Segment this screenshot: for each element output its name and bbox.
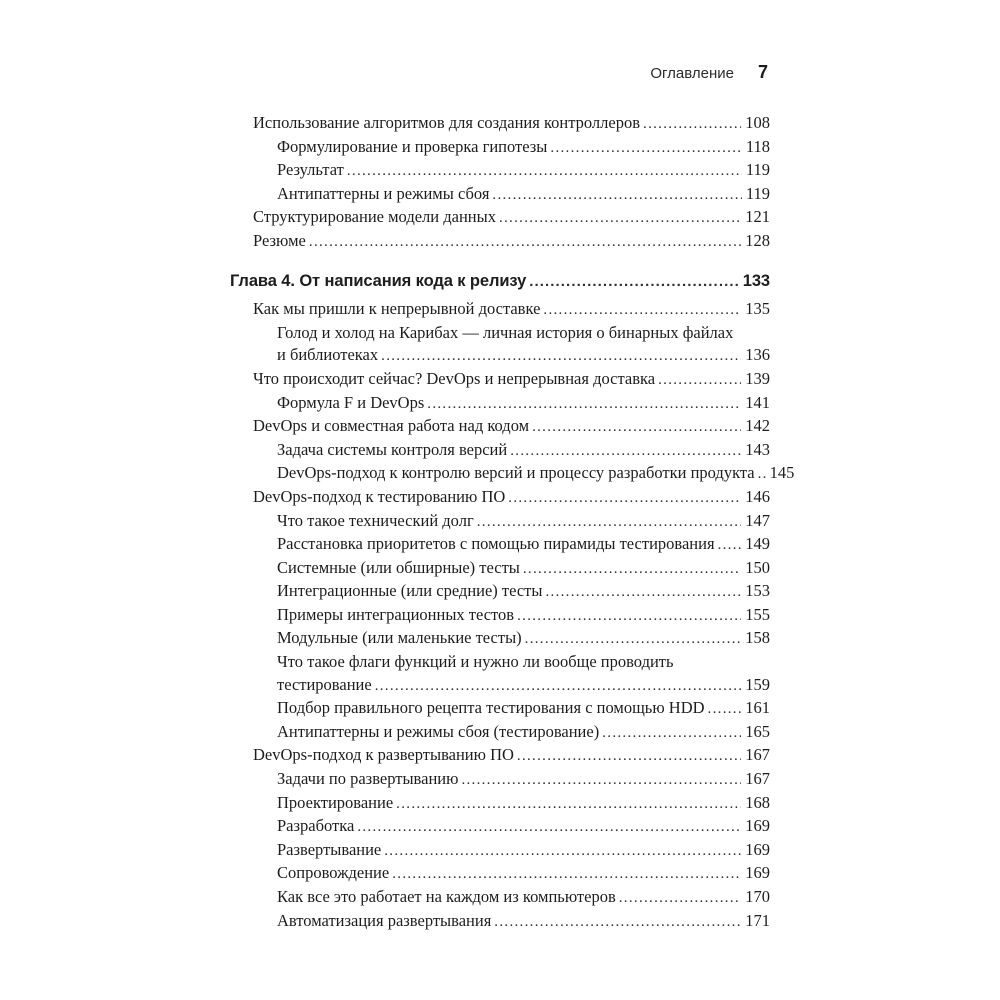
running-head [230, 62, 768, 83]
dot-leader [357, 815, 741, 839]
dot-leader [718, 533, 742, 557]
toc-entry[interactable] [230, 206, 770, 230]
dot-leader [494, 910, 741, 934]
toc-entry-page-number: 169 [745, 816, 770, 836]
toc-entry[interactable] [230, 744, 770, 768]
toc-entry-page-number: 158 [745, 628, 770, 648]
toc-entry[interactable] [230, 768, 770, 792]
toc-entry-page-number: 108 [745, 113, 770, 132]
toc-entry-title: Подбор правильного рецепта тестирования с помощью HDD [277, 698, 705, 718]
toc-entry-title: Антипаттерны и режимы сбоя [277, 183, 490, 203]
dot-leader [543, 298, 741, 322]
toc-entry-title: Модульные (или маленькие тесты) [277, 628, 522, 648]
toc-entry[interactable] [230, 486, 770, 510]
toc-entry-title: Примеры интеграционных тестов [277, 604, 515, 624]
dot-leader [375, 674, 742, 698]
dot-leader [492, 183, 741, 207]
toc-entry-title: Развертывание [277, 839, 382, 859]
dot-leader [396, 792, 741, 816]
dot-leader [525, 627, 742, 651]
running-head-title: Оглавление [650, 65, 734, 82]
dot-leader [529, 270, 739, 294]
toc-entry[interactable] [230, 322, 770, 368]
toc-entry-page-number: 139 [745, 368, 770, 388]
dot-leader [499, 206, 741, 230]
toc-entry[interactable] [230, 721, 770, 745]
dot-leader [517, 744, 741, 768]
toc-entry-page-number: 147 [745, 510, 770, 530]
toc-entry-title-line1: Голод и холод на Карибах — личная история о бинарных файлах [277, 322, 734, 342]
toc-entry-title: DevOps-подход к развертыванию ПО [253, 745, 514, 765]
toc-entry-page-number: 159 [745, 674, 770, 694]
toc-entry-page-number: 153 [745, 581, 770, 601]
toc-entry-title: Задача системы контроля версий [277, 439, 508, 459]
dot-leader [510, 439, 741, 463]
toc-entry-title: Формула F и DevOps [277, 392, 425, 412]
toc-entry[interactable] [230, 415, 770, 439]
toc-entry-title: Резюме [253, 230, 306, 250]
dot-leader [508, 486, 741, 510]
toc-entry-page-number: 128 [745, 230, 770, 250]
dot-leader [384, 839, 741, 863]
toc-entry[interactable] [230, 533, 770, 557]
toc-entry-page-number: 145 [769, 463, 795, 483]
toc-entry-page-number: 170 [745, 887, 770, 906]
toc-entry[interactable] [230, 792, 770, 816]
toc-entry-page-number: 135 [745, 299, 770, 319]
dot-leader [545, 580, 741, 604]
toc-entry-title: Как мы пришли к непрерывной доставке [253, 299, 541, 319]
dot-leader [643, 112, 741, 136]
dot-leader [658, 368, 741, 392]
toc-entry-title: Формулирование и проверка гипотезы [277, 136, 548, 156]
toc-entry[interactable] [230, 510, 770, 534]
dot-leader [523, 557, 741, 581]
dot-leader [619, 886, 742, 910]
toc-entry[interactable] [230, 439, 770, 463]
toc-entry-title: тестирование [277, 674, 372, 694]
dot-leader [550, 136, 741, 160]
toc-entry-page-number: 133 [742, 271, 770, 290]
dot-leader [532, 415, 741, 439]
toc-entry-page-number: 169 [745, 839, 770, 859]
toc-entry-title: и библиотеках [277, 345, 379, 365]
toc-entry[interactable] [230, 886, 770, 910]
dot-leader [461, 768, 741, 792]
toc-entry-page-number: 171 [745, 910, 770, 930]
dot-leader [602, 721, 741, 745]
toc-entry-title: Антипаттерны и режимы сбоя (тестирование) [277, 721, 600, 741]
toc-entry-title: Использование алгоритмов для создания контроллеров [253, 113, 641, 132]
toc-entry-page-number: 167 [745, 745, 770, 765]
toc-entry-page-number: 155 [745, 604, 770, 624]
toc-entry-page-number: 118 [745, 136, 770, 156]
toc-entry-page-number: 149 [745, 534, 770, 554]
toc-entry-page-number: 142 [745, 416, 770, 436]
dot-leader [427, 392, 741, 416]
toc-list [230, 112, 795, 933]
toc-entry-title: Системные (или обширные) тесты [277, 557, 520, 577]
toc-entry[interactable] [230, 298, 770, 322]
toc-entry[interactable] [230, 183, 770, 207]
toc-entry-page-number: 119 [745, 183, 770, 203]
toc-entry[interactable] [230, 462, 795, 486]
dot-leader [347, 159, 742, 183]
toc-chapter-entry[interactable] [230, 270, 770, 294]
toc-entry-title: Задачи по развертыванию [277, 769, 459, 789]
toc-entry-title: Сопровождение [277, 863, 390, 883]
toc-entry[interactable] [230, 580, 770, 604]
toc-entry-page-number: 161 [745, 698, 770, 718]
dot-leader [309, 230, 741, 254]
toc-entry-title: Как все это работает на каждом из компьютеров [277, 887, 616, 906]
toc-entry-title: Интеграционные (или средние) тесты [277, 581, 543, 601]
toc-entry[interactable] [230, 159, 770, 183]
toc-entry-title: Структурирование модели данных [253, 207, 496, 227]
toc-entry-title: DevOps-подход к контролю версий и процессу разработки продукта [277, 463, 755, 483]
dot-leader [381, 344, 741, 368]
toc-entry-page-number: 146 [745, 486, 770, 506]
toc-entry-title: Результат [277, 160, 344, 180]
dot-leader [708, 697, 742, 721]
toc-entry-page-number: 150 [745, 557, 770, 577]
toc-entry-title: DevOps и совместная работа над кодом [253, 416, 530, 436]
toc-entry-page-number: 119 [745, 160, 770, 180]
toc-entry-page-number: 167 [745, 769, 770, 789]
toc-entry-page-number: 165 [745, 721, 770, 741]
toc-entry-page-number: 169 [745, 863, 770, 883]
toc-entry[interactable] [230, 230, 770, 254]
toc-entry[interactable] [230, 697, 770, 721]
toc-entry[interactable] [230, 112, 770, 136]
toc-entry-page-number: 168 [745, 792, 770, 812]
toc-entry-title-line1: Что такое флаги функций и нужно ли вообще проводить [277, 652, 674, 672]
toc-entry-page-number: 121 [745, 207, 770, 227]
dot-leader [392, 862, 741, 886]
toc-entry[interactable] [230, 627, 770, 651]
toc-entry-title: DevOps-подход к тестированию ПО [253, 486, 506, 506]
toc-entry-title: Проектирование [277, 792, 394, 812]
dot-leader [477, 510, 742, 534]
toc-entry-title: Автоматизация развертывания [277, 910, 492, 930]
toc-entry[interactable] [230, 557, 770, 581]
running-head-page-number: 7 [757, 62, 768, 82]
toc-entry-page-number: 143 [745, 439, 770, 459]
toc-entry[interactable] [230, 136, 770, 160]
toc-entry[interactable] [230, 604, 770, 628]
toc-entry[interactable] [230, 910, 770, 934]
toc-entry-title: Что такое технический долг [277, 510, 474, 530]
toc-entry[interactable] [230, 651, 770, 697]
toc-entry[interactable] [230, 839, 770, 863]
toc-entry-title: Расстановка приоритетов с помощью пирамиды тестирования [277, 534, 715, 554]
dot-leader [758, 462, 766, 486]
toc-entry-page-number: 141 [745, 392, 770, 412]
toc-entry[interactable] [230, 862, 770, 886]
toc-entry-title: Разработка [277, 816, 355, 836]
toc-entry[interactable] [230, 392, 770, 416]
toc-entry-page-number: 136 [745, 345, 770, 365]
toc-entry-title: Глава 4. От написания кода к релизу [230, 271, 527, 290]
toc-entry-title: Что происходит сейчас? DevOps и непрерывная доставка [253, 368, 656, 388]
dot-leader [517, 604, 741, 628]
toc-entry[interactable] [230, 368, 770, 392]
toc-entry[interactable] [230, 815, 770, 839]
